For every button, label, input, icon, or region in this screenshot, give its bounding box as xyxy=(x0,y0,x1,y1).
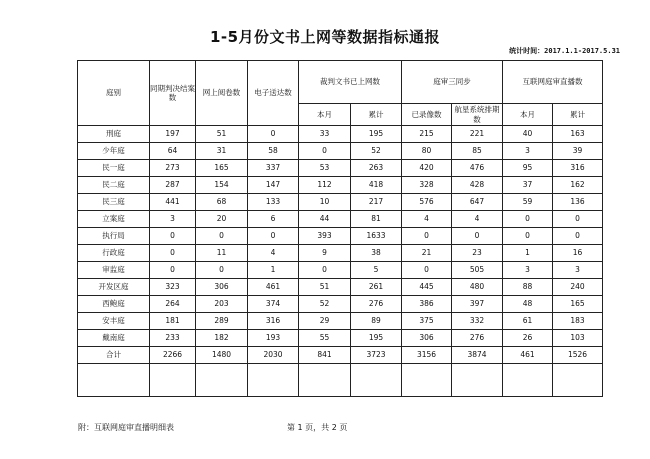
table-cell: 44 xyxy=(299,211,351,228)
table-cell: 476 xyxy=(452,160,503,177)
table-cell: 420 xyxy=(402,160,452,177)
table-cell: 3 xyxy=(503,143,553,160)
table-cell: 195 xyxy=(351,330,402,347)
table-cell: 193 xyxy=(248,330,299,347)
empty-cell xyxy=(78,364,150,397)
table-cell: 0 xyxy=(150,228,196,245)
table-cell: 103 xyxy=(553,330,603,347)
empty-cell xyxy=(248,364,299,397)
table-cell: 0 xyxy=(150,245,196,262)
table-cell: 37 xyxy=(503,177,553,194)
table-cell: 6 xyxy=(248,211,299,228)
table-cell: 38 xyxy=(351,245,402,262)
table-cell: 3 xyxy=(503,262,553,279)
table-cell: 576 xyxy=(402,194,452,211)
table-cell: 181 xyxy=(150,313,196,330)
table-cell: 386 xyxy=(402,296,452,313)
table-row xyxy=(78,313,603,330)
table-cell: 31 xyxy=(196,143,248,160)
table-cell: 11 xyxy=(196,245,248,262)
table-cell: 4 xyxy=(248,245,299,262)
table-cell: 261 xyxy=(351,279,402,296)
row-label: 执行局 xyxy=(78,228,150,245)
row-label: 戴南庭 xyxy=(78,330,150,347)
table-cell: 221 xyxy=(452,126,503,143)
table-cell: 29 xyxy=(299,313,351,330)
table-cell: 58 xyxy=(248,143,299,160)
header-judgment-online: 裁判文书已上网数 xyxy=(299,61,402,104)
table-cell: 323 xyxy=(150,279,196,296)
header-live-stream: 互联网庭审直播数 xyxy=(503,61,603,104)
table-cell: 40 xyxy=(503,126,553,143)
table-cell: 10 xyxy=(299,194,351,211)
table-cell: 0 xyxy=(503,211,553,228)
table-cell: 9 xyxy=(299,245,351,262)
table-cell: 52 xyxy=(351,143,402,160)
header-e-service: 电子送达数 xyxy=(248,61,299,126)
empty-cell xyxy=(553,364,603,397)
table-cell: 0 xyxy=(150,262,196,279)
row-label: 立案庭 xyxy=(78,211,150,228)
table-cell: 273 xyxy=(150,160,196,177)
table-cell: 0 xyxy=(452,228,503,245)
table-row xyxy=(78,347,603,364)
table-cell: 289 xyxy=(196,313,248,330)
subheader-recorded: 已录像数 xyxy=(402,104,452,126)
row-label: 民三庭 xyxy=(78,194,150,211)
table-cell: 3156 xyxy=(402,347,452,364)
table-cell: 441 xyxy=(150,194,196,211)
table-cell: 287 xyxy=(150,177,196,194)
table-cell: 80 xyxy=(402,143,452,160)
table-cell: 1 xyxy=(248,262,299,279)
table-row xyxy=(78,296,603,313)
table-cell: 2266 xyxy=(150,347,196,364)
header-court: 庭别 xyxy=(78,61,150,126)
table-cell: 59 xyxy=(503,194,553,211)
table-cell: 0 xyxy=(553,228,603,245)
row-label: 开发区庭 xyxy=(78,279,150,296)
table-cell: 217 xyxy=(351,194,402,211)
table-cell: 0 xyxy=(248,126,299,143)
table-cell: 0 xyxy=(299,262,351,279)
table-row xyxy=(78,330,603,347)
subheader-this-month: 本月 xyxy=(299,104,351,126)
table-cell: 428 xyxy=(452,177,503,194)
table-cell: 112 xyxy=(299,177,351,194)
table-cell: 418 xyxy=(351,177,402,194)
table-cell: 48 xyxy=(503,296,553,313)
table-cell: 3874 xyxy=(452,347,503,364)
table-cell: 0 xyxy=(299,143,351,160)
table-cell: 263 xyxy=(351,160,402,177)
table-cell: 2030 xyxy=(248,347,299,364)
row-label: 合计 xyxy=(78,347,150,364)
subheader-satellite: 航星系统排期数 xyxy=(452,104,503,126)
table-cell: 26 xyxy=(503,330,553,347)
row-label: 审监庭 xyxy=(78,262,150,279)
row-label: 民二庭 xyxy=(78,177,150,194)
table-cell: 53 xyxy=(299,160,351,177)
header-online-read: 网上阅卷数 xyxy=(196,61,248,126)
table-row xyxy=(78,143,603,160)
table-cell: 183 xyxy=(553,313,603,330)
table-cell: 332 xyxy=(452,313,503,330)
statistics-period: 统计时间：2017.1.1-2017.5.31 xyxy=(509,47,620,55)
table-cell: 0 xyxy=(503,228,553,245)
table-cell: 0 xyxy=(402,262,452,279)
table-cell: 316 xyxy=(553,160,603,177)
table-cell: 81 xyxy=(351,211,402,228)
empty-cell xyxy=(503,364,553,397)
subheader-cumulative-live: 累计 xyxy=(553,104,603,126)
table-cell: 264 xyxy=(150,296,196,313)
table-cell: 1 xyxy=(503,245,553,262)
table-cell: 0 xyxy=(402,228,452,245)
table-cell: 3723 xyxy=(351,347,402,364)
table-cell: 1480 xyxy=(196,347,248,364)
table-cell: 3 xyxy=(150,211,196,228)
table-cell: 85 xyxy=(452,143,503,160)
table-cell: 165 xyxy=(196,160,248,177)
table-row xyxy=(78,279,603,296)
table-cell: 480 xyxy=(452,279,503,296)
table-cell: 203 xyxy=(196,296,248,313)
table-cell: 61 xyxy=(503,313,553,330)
row-label: 安丰庭 xyxy=(78,313,150,330)
empty-cell xyxy=(351,364,402,397)
subheader-cumulative: 累计 xyxy=(351,104,402,126)
empty-cell xyxy=(402,364,452,397)
table-cell: 39 xyxy=(553,143,603,160)
table-cell: 306 xyxy=(196,279,248,296)
table-cell: 165 xyxy=(553,296,603,313)
table-cell: 1526 xyxy=(553,347,603,364)
table-cell: 1633 xyxy=(351,228,402,245)
table-cell: 147 xyxy=(248,177,299,194)
table-cell: 88 xyxy=(503,279,553,296)
table-cell: 841 xyxy=(299,347,351,364)
table-cell: 95 xyxy=(503,160,553,177)
row-label: 少年庭 xyxy=(78,143,150,160)
empty-cell xyxy=(150,364,196,397)
table-cell: 20 xyxy=(196,211,248,228)
row-label: 西鲍庭 xyxy=(78,296,150,313)
table-row xyxy=(78,245,603,262)
header-trial-sync: 庭审三同步 xyxy=(402,61,503,104)
table-cell: 276 xyxy=(351,296,402,313)
table-cell: 397 xyxy=(452,296,503,313)
row-label: 行政庭 xyxy=(78,245,150,262)
table-cell: 0 xyxy=(196,228,248,245)
blank-row xyxy=(78,364,603,397)
table-cell: 33 xyxy=(299,126,351,143)
table-cell: 3 xyxy=(553,262,603,279)
data-table xyxy=(77,60,603,397)
table-cell: 51 xyxy=(299,279,351,296)
table-cell: 337 xyxy=(248,160,299,177)
table-row xyxy=(78,194,603,211)
table-cell: 328 xyxy=(402,177,452,194)
table-cell: 306 xyxy=(402,330,452,347)
table-cell: 4 xyxy=(452,211,503,228)
table-cell: 461 xyxy=(248,279,299,296)
empty-cell xyxy=(196,364,248,397)
table-cell: 393 xyxy=(299,228,351,245)
table-cell: 23 xyxy=(452,245,503,262)
table-cell: 51 xyxy=(196,126,248,143)
table-cell: 316 xyxy=(248,313,299,330)
table-cell: 375 xyxy=(402,313,452,330)
table-cell: 240 xyxy=(553,279,603,296)
table-cell: 162 xyxy=(553,177,603,194)
table-cell: 0 xyxy=(248,228,299,245)
table-cell: 505 xyxy=(452,262,503,279)
empty-cell xyxy=(452,364,503,397)
table-row xyxy=(78,160,603,177)
table-cell: 16 xyxy=(553,245,603,262)
table-cell: 195 xyxy=(351,126,402,143)
table-cell: 0 xyxy=(553,211,603,228)
table-cell: 163 xyxy=(553,126,603,143)
table-row xyxy=(78,177,603,194)
row-label: 民一庭 xyxy=(78,160,150,177)
table-cell: 52 xyxy=(299,296,351,313)
table-cell: 182 xyxy=(196,330,248,347)
table-cell: 233 xyxy=(150,330,196,347)
table-cell: 374 xyxy=(248,296,299,313)
table-cell: 133 xyxy=(248,194,299,211)
table-row xyxy=(78,126,603,143)
table-cell: 68 xyxy=(196,194,248,211)
table-cell: 215 xyxy=(402,126,452,143)
header-prior-cases: 同期判决结案数 xyxy=(150,61,196,126)
table-cell: 64 xyxy=(150,143,196,160)
footer-note: 附：互联网庭审直播明细表 xyxy=(78,423,174,432)
page-number: 第 1 页，共 2 页 xyxy=(287,423,348,432)
empty-cell xyxy=(299,364,351,397)
table-cell: 5 xyxy=(351,262,402,279)
table-cell: 276 xyxy=(452,330,503,347)
report-title: 1-5月份文书上网等数据指标通报 xyxy=(209,28,441,46)
table-cell: 55 xyxy=(299,330,351,347)
table-cell: 4 xyxy=(402,211,452,228)
table-cell: 197 xyxy=(150,126,196,143)
table-cell: 0 xyxy=(196,262,248,279)
table-row xyxy=(78,262,603,279)
table-cell: 136 xyxy=(553,194,603,211)
table-row xyxy=(78,211,603,228)
table-cell: 89 xyxy=(351,313,402,330)
table-cell: 647 xyxy=(452,194,503,211)
table-cell: 154 xyxy=(196,177,248,194)
table-cell: 461 xyxy=(503,347,553,364)
row-label: 刑庭 xyxy=(78,126,150,143)
table-body xyxy=(78,126,603,397)
table-row xyxy=(78,228,603,245)
table-cell: 21 xyxy=(402,245,452,262)
subheader-this-month-live: 本月 xyxy=(503,104,553,126)
table-cell: 445 xyxy=(402,279,452,296)
